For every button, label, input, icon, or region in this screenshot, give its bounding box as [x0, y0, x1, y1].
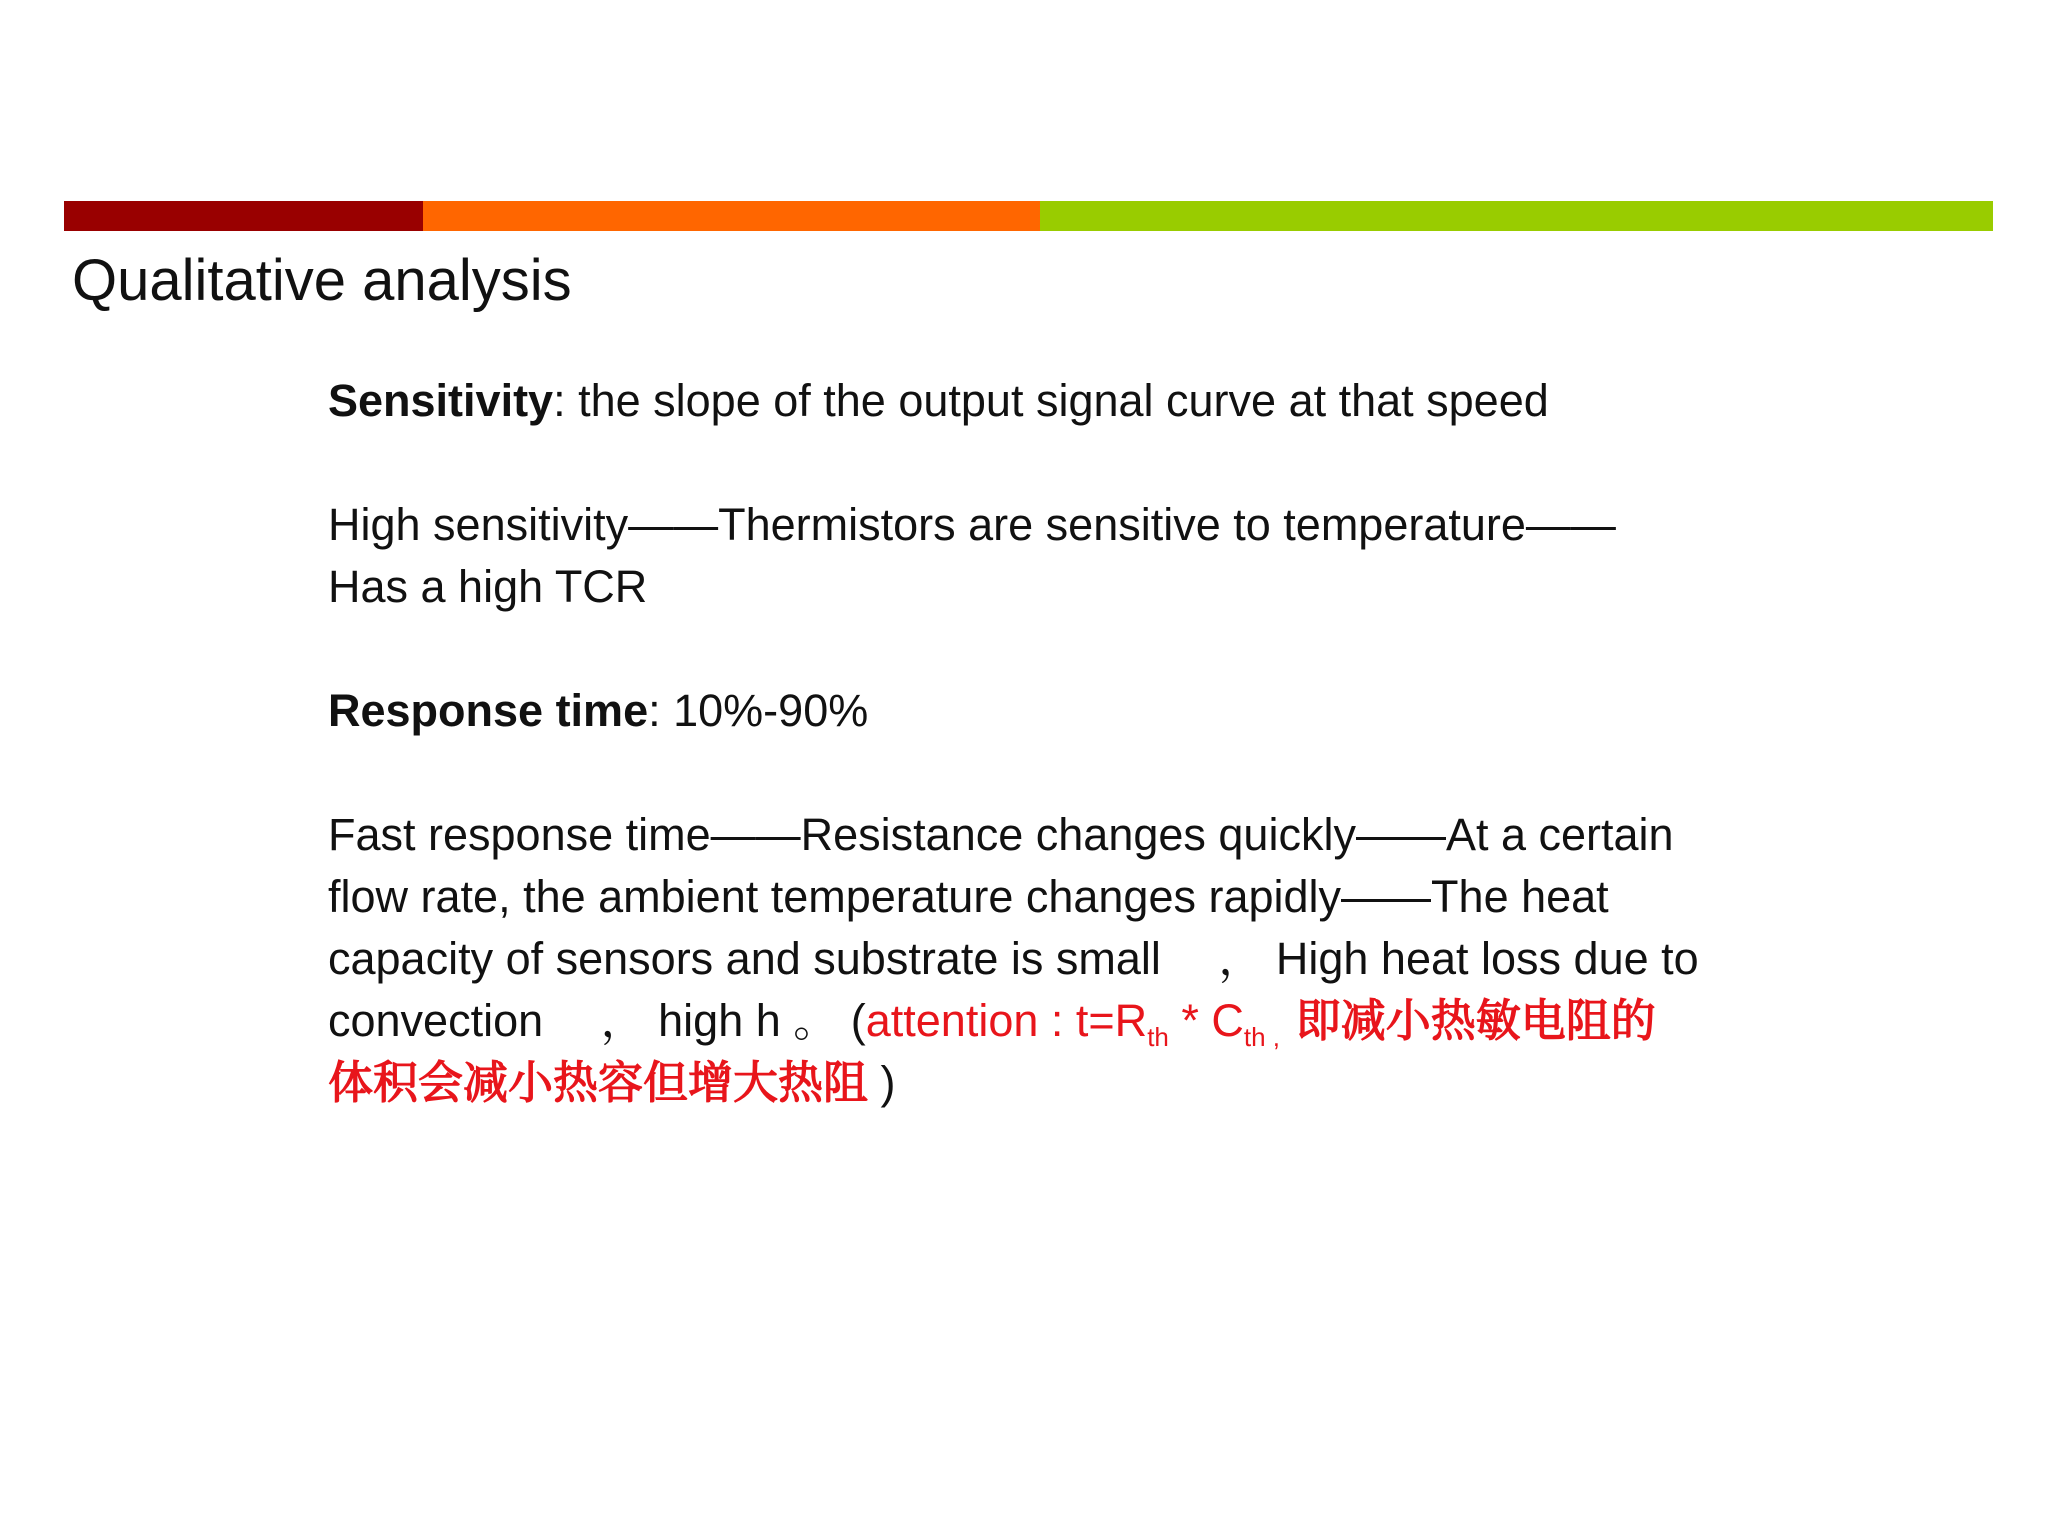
slide-body — [328, 370, 1728, 1114]
response-line — [328, 680, 1728, 742]
attention-cjk-1: 即减小热敏电阻的 — [1280, 994, 1656, 1047]
response-detail-5 — [328, 1052, 1728, 1114]
sensitivity-line — [328, 370, 1728, 432]
accent-bar-red — [64, 201, 423, 231]
response-detail-1: Fast response time——Resistance changes quickly——At a certain — [328, 809, 1674, 860]
response-detail-3: capacity of sensors and substrate is small ， High heat loss due to — [328, 933, 1699, 984]
sensitivity-detail-1: High sensitivity——Thermistors are sensitive to temperature—— — [328, 499, 1616, 550]
attention-mid: * C — [1168, 995, 1244, 1046]
response-detail-4-start: convection ， high h 。 ( — [328, 995, 866, 1046]
spacer — [328, 618, 1728, 680]
spacer — [328, 432, 1728, 494]
sensitivity-detail-2: Has a high TCR — [328, 561, 648, 612]
accent-bar-orange — [423, 201, 1040, 231]
response-detail-2: flow rate, the ambient temperature changes rapidly——The heat — [328, 871, 1609, 922]
attention-cjk-2: 体积会减小热容但增大热阻 — [328, 1056, 869, 1109]
sensitivity-definition: : the slope of the output signal curve at that speed — [553, 375, 1549, 426]
attention-prefix: attention : t=R — [865, 995, 1148, 1046]
spacer — [328, 742, 1728, 804]
response-definition: : 10%-90% — [648, 685, 869, 736]
response-term: Response time — [328, 685, 649, 736]
accent-bar-green — [1040, 201, 1993, 231]
attention-sub-rth: th — [1147, 1022, 1169, 1052]
attention-sub-cth: th , — [1243, 1022, 1281, 1052]
sensitivity-term: Sensitivity — [328, 375, 554, 426]
slide-title: Qualitative analysis — [72, 248, 572, 313]
response-detail-4 — [328, 990, 1728, 1052]
close-paren: ) — [868, 1057, 896, 1108]
